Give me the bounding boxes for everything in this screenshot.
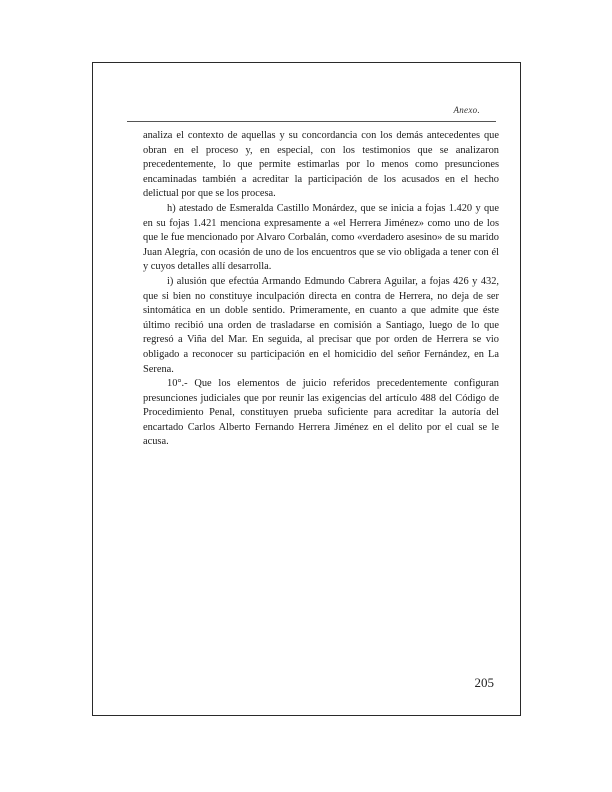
paragraph-h: h) atestado de Esmeralda Castillo Monárdez, que se inicia a fojas 1.420 y que en su fojas 1.421 menciona expresamente a «el Herrera Jiménez» como uno de los que le fue mencionado por Alvaro Corbalán, como «verdadero asesino» de su marido Juan Alegría, con ocasión de uno de los encuentros que se vio obligada a tener con él y cuyos detalles allí desarrolla. (143, 202, 499, 273)
paragraph-continuation: analiza el contexto de aquellas y su concordancia con los demás antecedentes que obran en el proceso y, en especial, con los testimonios que se analizaron precedentemente, lo que permite estimarlas por lo menos como presunciones encaminadas también a acreditar la participación de los acusados en el hecho delictual por que se los procesa. (143, 130, 499, 200)
running-head: Anexo. (453, 105, 480, 115)
page-frame (92, 62, 521, 716)
paragraph-i: i) alusión que efectúa Armando Edmundo Cabrera Aguilar, a fojas 426 y 432, que si bien no constituye inculpación directa en contra de Herrera, no deja de ser sintomática en un doble sentido. Primeramente, en cuanto a que admite que éste último recibió una orden de trasladarse en comisión a Santiago, luego de lo que regresó a Viña del Mar. En seguida, al precisar que por orden de Herrera se vio obligado a reconocer su participación en el homicidio del señor Fernández, en La Serena. (143, 275, 499, 375)
header-rule (127, 121, 496, 122)
paragraph-10: 10°.- Que los elementos de juicio referidos precedentemente configuran presunciones judiciales que por reunir las exigencias del artículo 488 del Código de Procedimiento Penal, constituyen prueba suficiente para acreditar la autoría del encartado Carlos Alberto Fernando Herrera Jiménez en el delito por el cual se le acusa. (143, 378, 499, 448)
page-number: 205 (474, 675, 494, 690)
body-text (143, 129, 499, 450)
